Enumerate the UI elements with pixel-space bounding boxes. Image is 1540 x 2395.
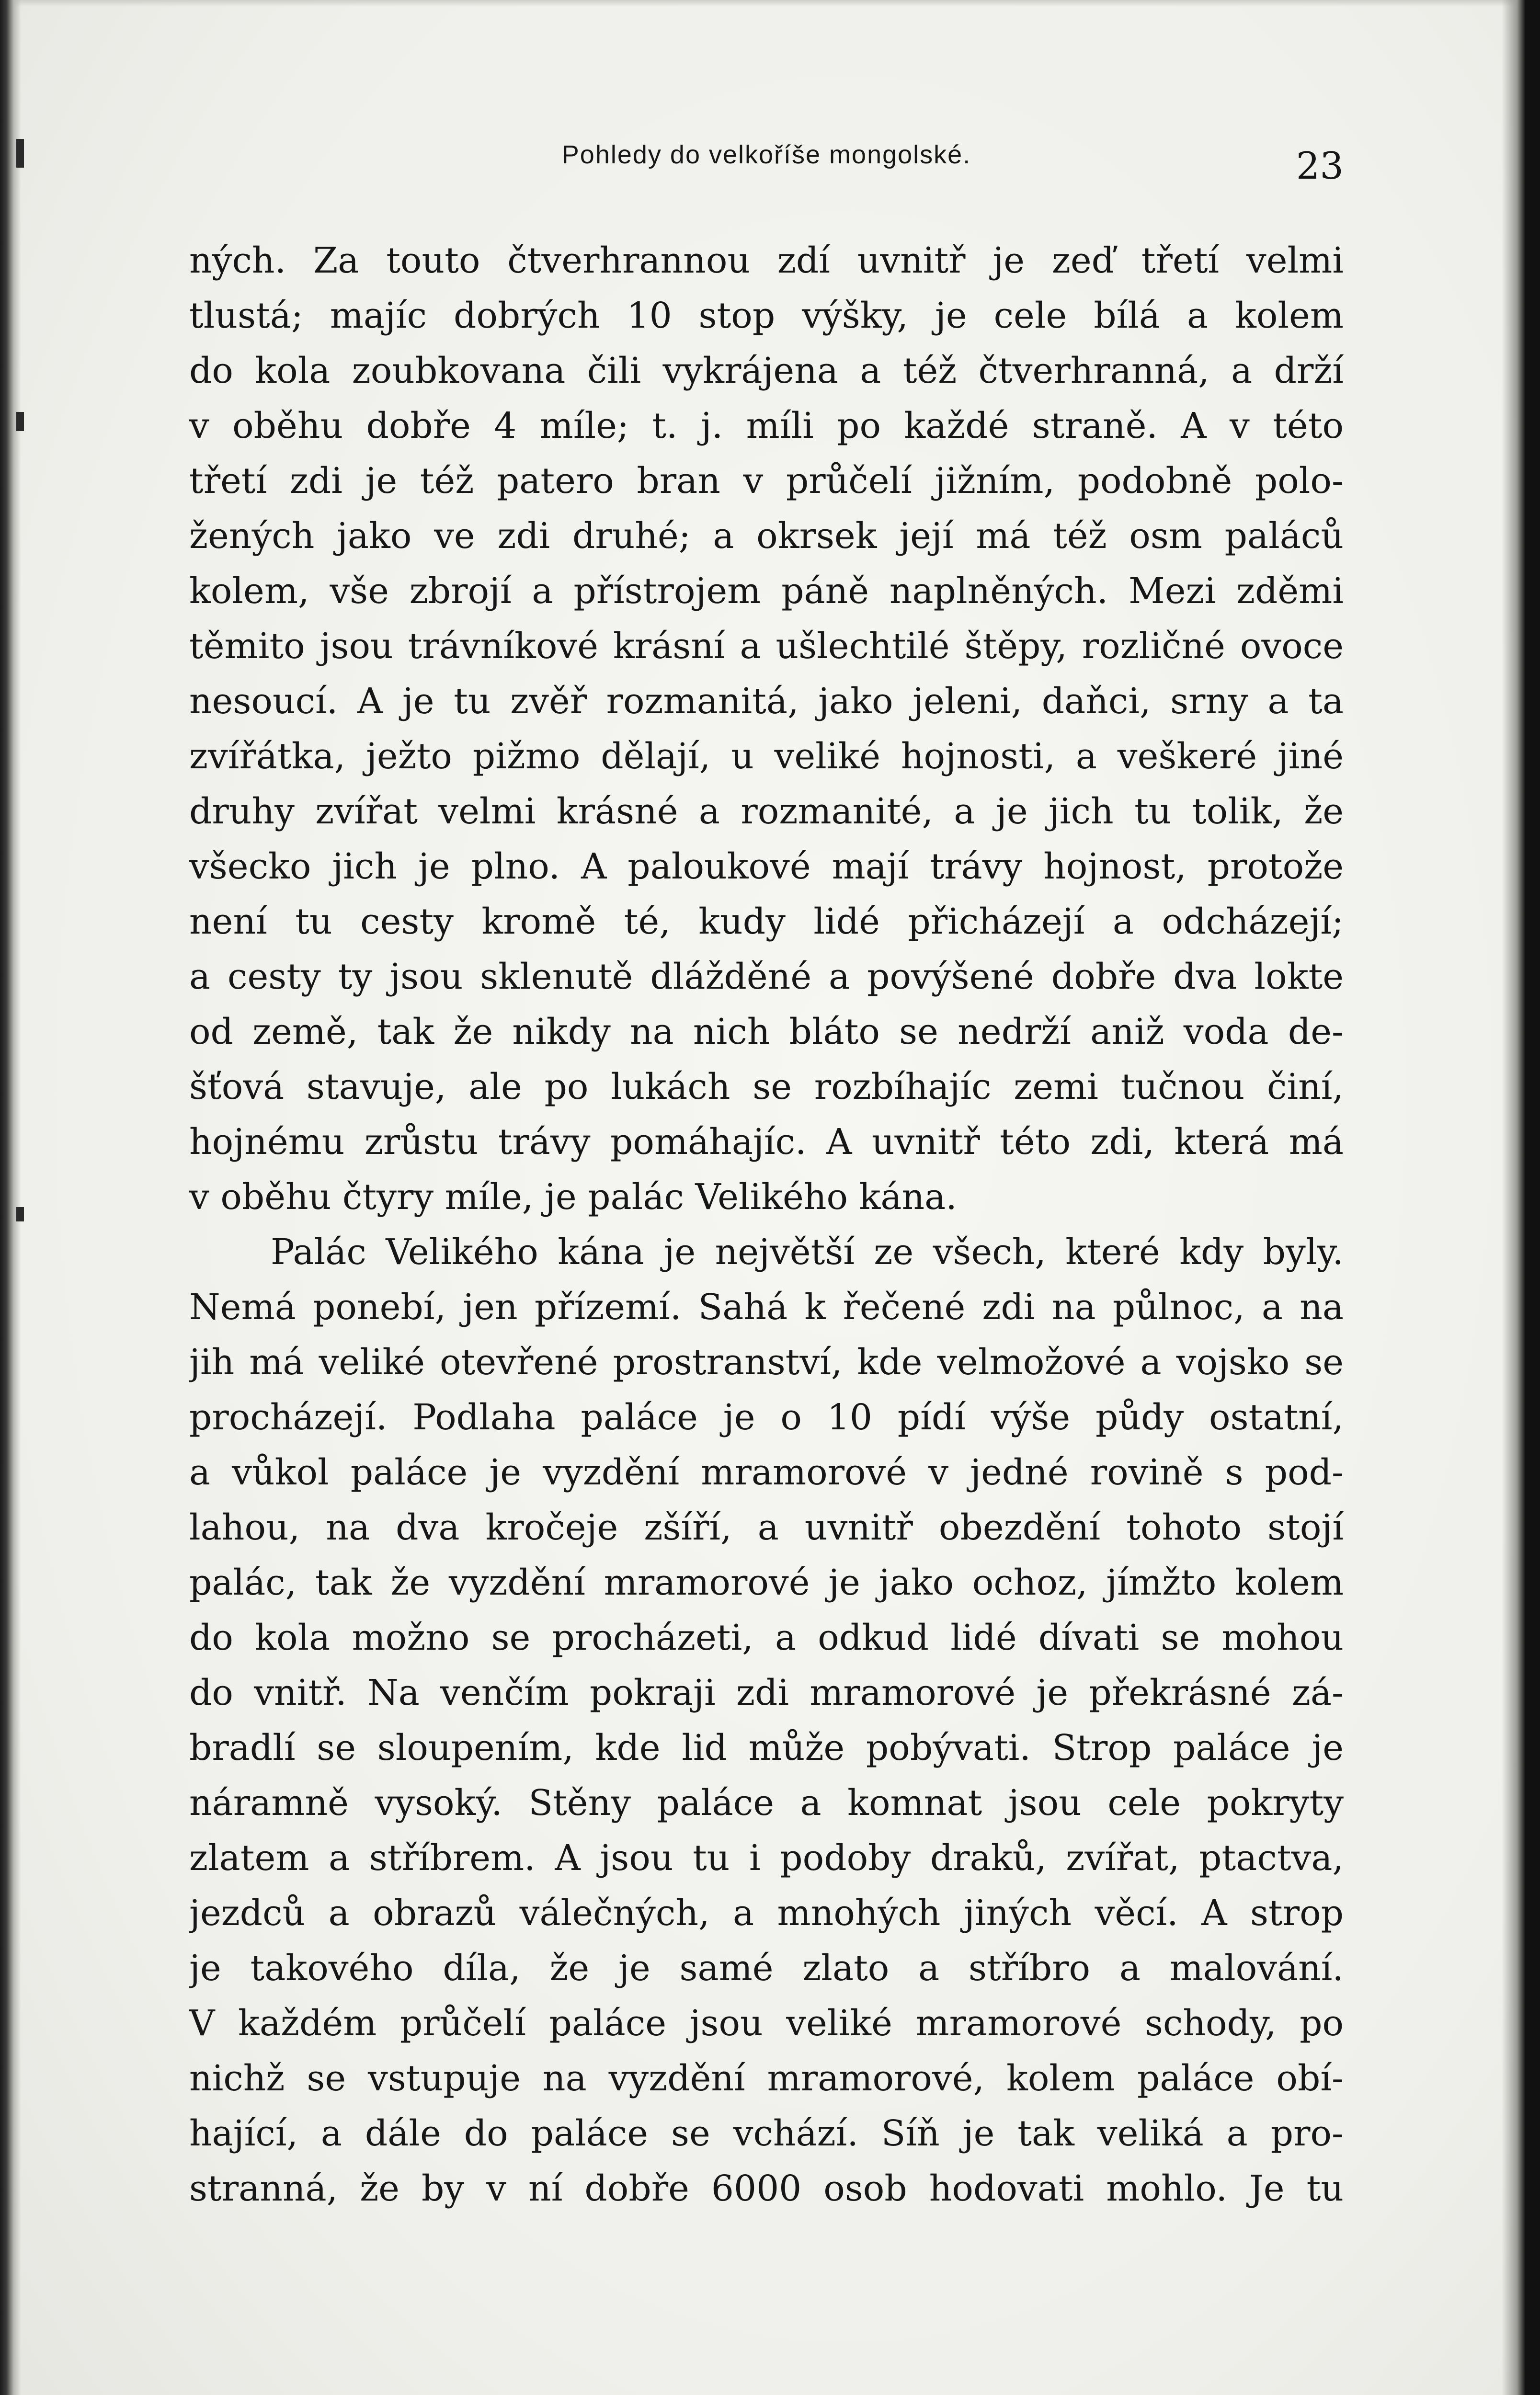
- page-number: 23: [1296, 145, 1344, 188]
- text-line: všecko jich je plno. A paloukové mají trávy hojnost, protože: [189, 846, 1344, 887]
- binding-mark: [16, 1207, 24, 1221]
- text-line: Nemá ponebí, jen přízemí. Sahá k řečené zdi na půlnoc, a na: [189, 1287, 1344, 1328]
- binding-mark: [16, 412, 24, 431]
- text-line: nesoucí. A je tu zvěř rozmanitá, jako jeleni, daňci, srny a ta: [189, 681, 1344, 722]
- page-left-binding-edge: [0, 0, 21, 2395]
- text-line: bradlí se sloupením, kde lid může pobývati. Strop paláce je: [189, 1727, 1344, 1768]
- running-title: Pohledy do velkoříše mongolské.: [561, 140, 971, 169]
- text-line: druhy zvířat velmi krásné a rozmanité, a je jich tu tolik, že: [189, 791, 1344, 832]
- text-line: tlustá; majíc dobrých 10 stop výšky, je cele bílá a kolem: [189, 295, 1344, 336]
- text-line: a cesty ty jsou sklenutě dlážděné a povýšené dobře dva lokte: [189, 956, 1344, 997]
- page-top-shadow: [0, 0, 1540, 7]
- text-line: zlatem a stříbrem. A jsou tu i podoby draků, zvířat, ptactva,: [189, 1837, 1344, 1879]
- text-line: kolem, vše zbrojí a přístrojem páně naplněných. Mezi zděmi: [189, 570, 1344, 612]
- text-line: procházejí. Podlaha paláce je o 10 pídí výše půdy ostatní,: [189, 1397, 1344, 1438]
- binding-mark: [16, 139, 24, 168]
- page-header: [189, 135, 1344, 188]
- text-line: a vůkol paláce je vyzdění mramorové v jedné rovině s pod-: [189, 1452, 1344, 1493]
- page-right-dark-edge: [1502, 0, 1540, 2395]
- paragraph-end-line: v oběhu čtyry míle, je palác Velikého kána.: [189, 1176, 957, 1218]
- text-line: těmito jsou trávníkové krásní a ušlechtilé štěpy, rozličné ovoce: [189, 626, 1344, 667]
- text-line: stranná, že by v ní dobře 6000 osob hodovati mohlo. Je tu: [189, 2168, 1344, 2209]
- text-line: třetí zdi je též patero bran v průčelí jižním, podobně polo-: [189, 460, 1344, 502]
- paragraph-first-line: Palác Velikého kána je největší ze všech, které kdy byly.: [271, 1232, 1344, 1273]
- text-line: šťová stavuje, ale po lukách se rozbíhajíc zemi tučnou činí,: [189, 1066, 1344, 1107]
- body-text: [189, 233, 1344, 2216]
- text-line: ných. Za touto čtverhrannou zdí uvnitř je zeď třetí velmi: [189, 240, 1344, 281]
- text-line: od země, tak že nikdy na nich bláto se nedrží aniž voda de-: [189, 1011, 1344, 1052]
- text-line: jih má veliké otevřené prostranství, kde velmožové a vojsko se: [189, 1342, 1344, 1383]
- text-line: palác, tak že vyzdění mramorové je jako ochoz, jímžto kolem: [189, 1562, 1344, 1603]
- text-line: je takového díla, že je samé zlato a stříbro a malování.: [189, 1948, 1344, 1989]
- text-line: zvířátka, ježto pižmo dělají, u veliké hojnosti, a veškeré jiné: [189, 736, 1344, 777]
- text-line: náramně vysoký. Stěny paláce a komnat jsou cele pokryty: [189, 1782, 1344, 1824]
- text-line: jezdců a obrazů válečných, a mnohých jiných věcí. A strop: [189, 1893, 1344, 1934]
- text-line: v oběhu dobře 4 míle; t. j. míli po každé straně. A v této: [189, 405, 1344, 446]
- text-line: do vnitř. Na venčím pokraji zdi mramorové je překrásné zá-: [189, 1672, 1344, 1713]
- text-line: lahou, na dva kročeje zšíří, a uvnitř obezdění tohoto stojí: [189, 1507, 1344, 1548]
- text-line: žených jako ve zdi druhé; a okrsek její má též osm paláců: [189, 515, 1344, 557]
- text-line: není tu cesty kromě té, kudy lidé přicházejí a odcházejí;: [189, 901, 1344, 942]
- text-line: hojnému zrůstu trávy pomáhajíc. A uvnitř této zdi, která má: [189, 1121, 1344, 1163]
- text-line: V každém průčelí paláce jsou veliké mramorové schody, po: [189, 2003, 1344, 2044]
- text-line: do kola možno se procházeti, a odkud lidé dívati se mohou: [189, 1617, 1344, 1658]
- text-line: hající, a dále do paláce se vchází. Síň je tak veliká a pro-: [189, 2113, 1344, 2154]
- text-line: do kola zoubkovana čili vykrájena a též čtverhranná, a drží: [189, 350, 1344, 391]
- text-line: nichž se vstupuje na vyzdění mramorové, kolem paláce obí-: [189, 2058, 1344, 2099]
